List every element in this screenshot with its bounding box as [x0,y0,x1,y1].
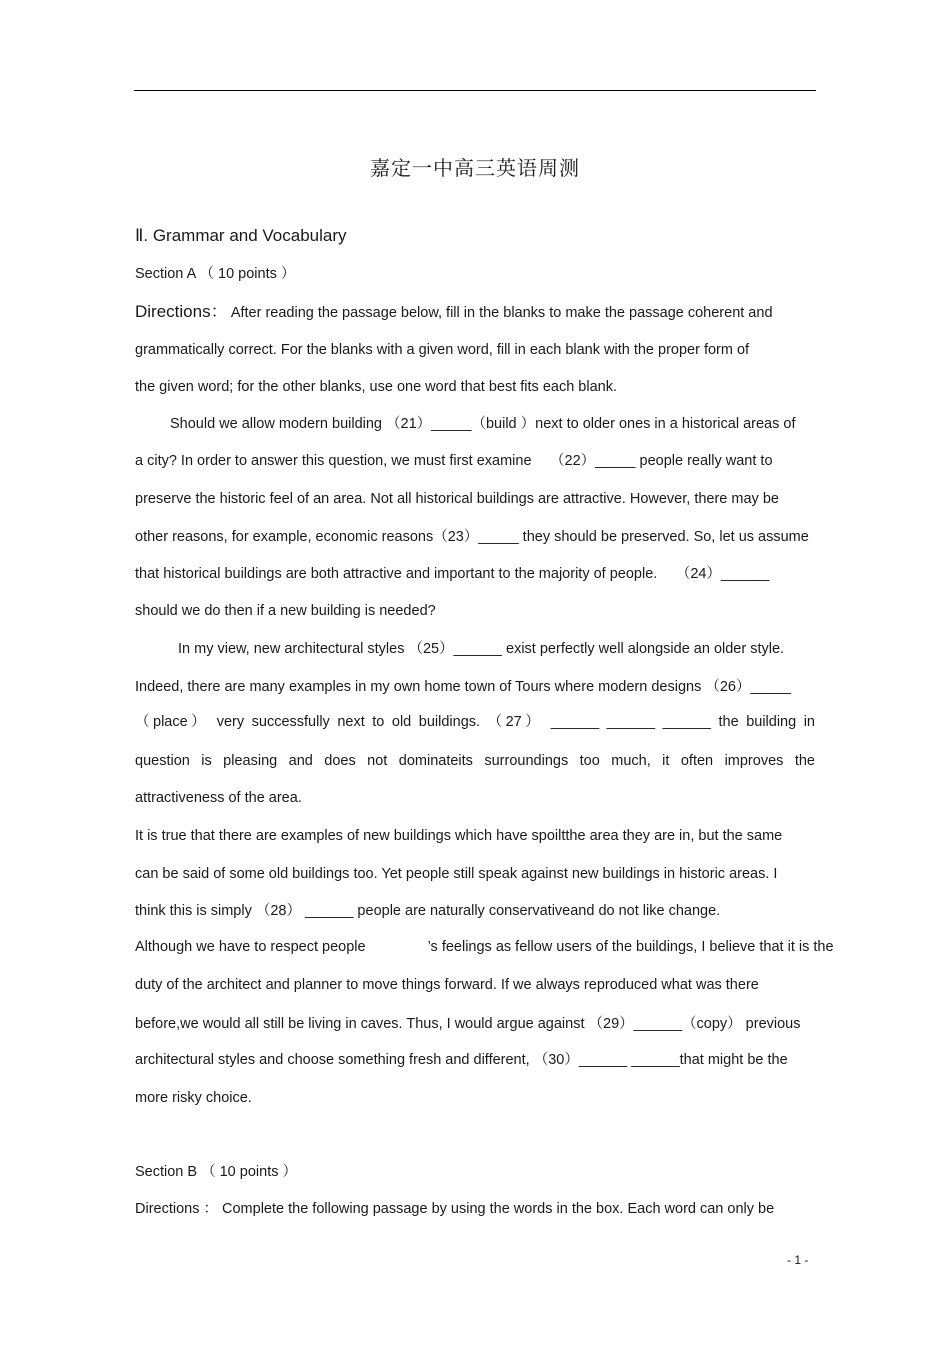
passage-line: that historical buildings are both attractive and important to the majority of people. （24）______ [135,566,770,582]
directions-text: After reading the passage below, fill in the blanks to make the passage coherent and [227,305,773,321]
passage-line: attractiveness of the area. [135,790,302,806]
section-b-heading: Section B （ 10 points ） [135,1164,297,1180]
passage-line: Should we allow modern building （21）_____（build ）next to older ones in a historical areas of [170,416,796,432]
section-a-heading: Section A （ 10 points ） [135,266,296,282]
section-b-directions: Directions ： Complete the following passage by using the words in the box. Each word can only be [135,1201,775,1217]
passage-line: a city? In order to answer this question, we must first examine （22）_____ people really want to [135,453,773,469]
passage-line: preserve the historic feel of an area. Not all historical buildings are attractive. However, there may be [135,491,779,507]
section-a-directions-line-1 [135,303,773,322]
passage-line: can be said of some old buildings too. Yet people still speak against new buildings in historic areas. I [135,866,778,882]
passage-line: think this is simply （28） ______ people are naturally conservativeand do not like change. [135,903,721,919]
passage-line: （place） very successfully next to old buildings. （27） ______ ______ ______ the building in [135,714,815,730]
passage-line: question is pleasing and does not dominateits surroundings too much, it often improves the [135,753,815,769]
passage-line: Indeed, there are many examples in my own home town of Tours where modern designs （26）_____ [135,679,791,695]
passage-line: In my view, new architectural styles （25）______ exist perfectly well alongside an older style. [178,641,785,657]
passage-line: architectural styles and choose something fresh and different, （30）______ ______that might be the [135,1052,788,1068]
passage-line: Although we have to respect people ’s feelings as fellow users of the buildings, I believe that it is the [135,939,834,955]
passage-line: other reasons, for example, economic reasons（23）_____ they should be preserved. So, let us assume [135,529,809,545]
passage-line: should we do then if a new building is needed? [135,603,436,619]
passage-line: It is true that there are examples of new buildings which have spoiltthe area they are in, but the same [135,828,783,844]
passage-line: duty of the architect and planner to move things forward. If we always reproduced what was there [135,977,759,993]
part-heading: Ⅱ. Grammar and Vocabulary [135,226,347,245]
section-a-directions-line-3: the given word; for the other blanks, use one word that best fits each blank. [135,379,618,395]
directions-label: Directions： [135,302,228,321]
page-title: 嘉定一中高三英语周测 [370,156,580,180]
section-a-directions-line-2: grammatically correct. For the blanks with a given word, fill in each blank with the proper form of [135,342,750,358]
passage-line: more risky choice. [135,1090,252,1106]
header-rule [134,90,816,91]
passage-line: before,we would all still be living in caves. Thus, I would argue against （29）______（copy） previous [135,1016,801,1032]
page-number: - 1 - [787,1253,809,1267]
